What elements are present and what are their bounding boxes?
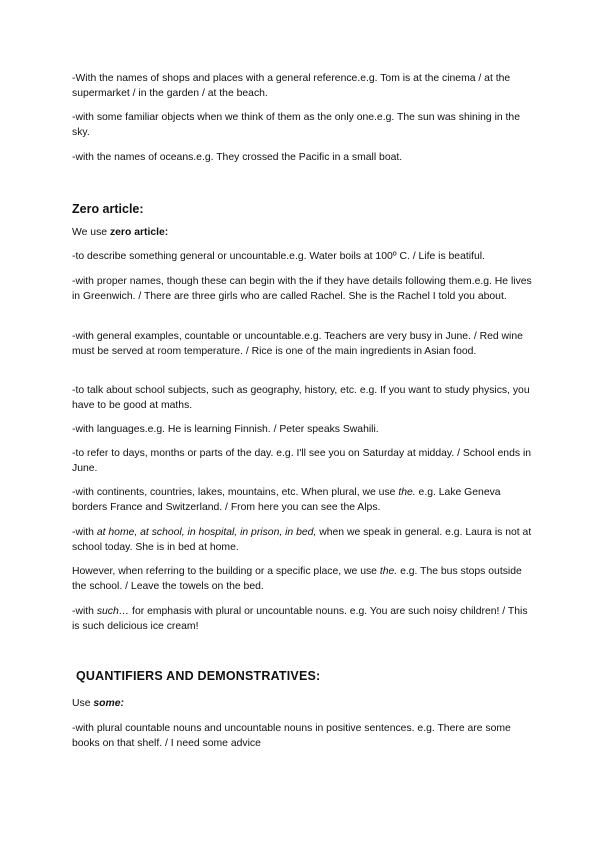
paragraph-languages: -with languages.e.g. He is learning Finnish. / Peter speaks Swahili. [72,424,379,435]
paragraph-some-positive: -with plural countable nouns and uncountable nouns in positive sentences. e.g. There are some books on that shelf. / I need some advice [72,723,511,749]
paragraph-shops-places: -With the names of shops and places with a general reference.e.g. Tom is at the cinema / at the supermarket / in the garden / at the beach. [72,73,511,99]
paragraph-days-months: -to refer to days, months or parts of the day. e.g. I'll see you on Saturday at midday. / School ends in June. [72,448,532,474]
italic-part: the. [398,487,416,498]
paragraph-such [72,604,532,634]
text-part: for emphasis with plural or uncountable nouns. e.g. You are such noisy children! / This is such delicious ice cream! [72,606,528,632]
paragraph-school-subjects: -to talk about school subjects, such as geography, history, etc. e.g. If you want to study physics, you have to be good at maths. [72,385,530,411]
intro-prefix: We use [72,227,110,238]
italic-part: at home, at school, in hospital, in prison, in bed, [96,527,317,538]
italic-part: such… [96,606,130,617]
text-part: when we speak in general. e.g. Laura is not at school today. She is in bed at home. [72,527,532,553]
paragraph-at-home [72,525,532,555]
paragraph-however-building [72,564,532,594]
use-some-intro [72,696,532,711]
text-part: -with continents, countries, lakes, mountains, etc. When plural, we use [72,487,399,498]
text-part: -with [72,606,97,617]
text-part: e.g. Lake Geneva borders France and Switzerland. / From here you can see the Alps. [72,487,501,513]
paragraph-general-uncountable: -to describe something general or uncountable.e.g. Water boils at 100º C. / Life is beatiful. [72,251,485,262]
paragraph-familiar-objects: -with some familiar objects when we think of them as the only one.e.g. The sun was shining in the sky. [72,112,520,138]
text-part: e.g. The bus stops outside the school. / Leave the towels on the bed. [72,566,522,592]
paragraph-proper-names: -with proper names, though these can begin with the if they have details following them.e.g. He lives in Greenwich. / There are three girls who are called Rachel. She is the Rachel I told you about. [72,276,532,302]
quantifiers-heading: QUANTIFIERS AND DEMONSTRATIVES: [76,669,321,683]
text-part: However, when referring to the building or a specific place, we use [72,566,380,577]
paragraph-general-examples: -with general examples, countable or uncountable.e.g. Teachers are very busy in June. / Red wine must be served at room temperature. / Rice is one of the main ingredients in Asian food. [72,331,523,357]
text-part: Use [72,698,94,709]
text-part: -with [72,527,97,538]
paragraph-continents [72,485,532,515]
bold-italic-part: some: [93,698,124,709]
zero-article-heading: Zero article: [72,202,144,216]
paragraph-oceans: -with the names of oceans.e.g. They crossed the Pacific in a small boat. [72,152,403,163]
zero-article-intro [72,225,532,240]
italic-part: the. [379,566,398,577]
intro-bold: zero article: [109,227,169,238]
